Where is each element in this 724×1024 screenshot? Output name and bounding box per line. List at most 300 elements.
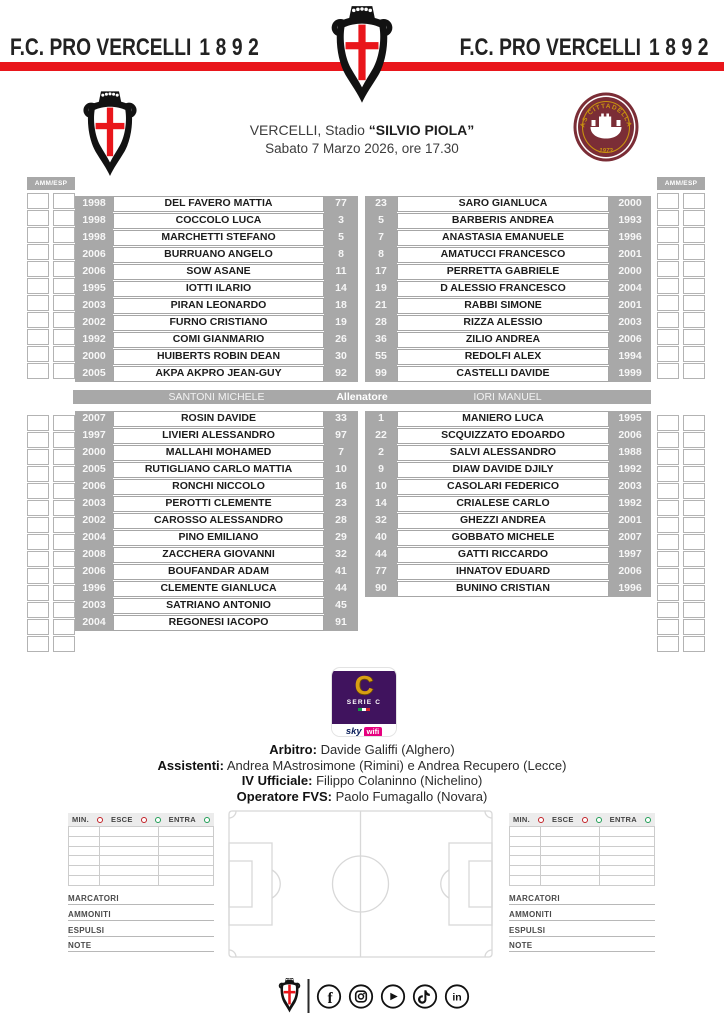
subs-header [509, 813, 655, 826]
player-number: 9 [378, 462, 384, 475]
subs-cell [541, 876, 600, 886]
subs-cell [69, 866, 100, 876]
player-row [365, 496, 651, 512]
player-birthyear: 1998 [82, 230, 106, 243]
player-name: GOBBATO MICHELE [397, 530, 609, 546]
subs-cell [600, 837, 655, 847]
subs-grid [68, 826, 214, 886]
player-birthyear: 2001 [618, 298, 642, 311]
amm-esp-row [27, 227, 75, 243]
esp-checkbox [53, 312, 75, 328]
player-number: 44 [335, 581, 347, 594]
subs-cell [159, 876, 214, 886]
player-birthyear: 2006 [618, 564, 642, 577]
player-number: 23 [335, 496, 347, 509]
notes-line [509, 890, 655, 906]
amm-esp-row [27, 602, 75, 618]
player-birthyear: 1999 [618, 366, 642, 379]
amm-esp-row [27, 193, 75, 209]
amm-esp-row [27, 466, 75, 482]
amm-esp-row [657, 193, 705, 209]
player-name: ROSIN DAVIDE [113, 411, 324, 427]
esp-checkbox [683, 329, 705, 345]
player-number: 3 [338, 213, 344, 226]
amm-esp-row [27, 534, 75, 550]
player-name: RUTIGLIANO CARLO MATTIA [113, 462, 324, 478]
player-name: SCQUIZZATO EDOARDO [397, 428, 609, 444]
player-name: SATRIANO ANTONIO [113, 598, 324, 614]
player-row [75, 349, 358, 365]
subs-cell [541, 866, 600, 876]
subs-cell [100, 866, 159, 876]
sky-logo: sky [345, 726, 362, 737]
notes-line [509, 921, 655, 937]
amm-checkbox [27, 295, 49, 311]
away-substitutions-table [509, 813, 655, 952]
player-birthyear: 2003 [82, 298, 106, 311]
pro-vercelli-crest-icon [331, 3, 393, 110]
esp-checkbox [683, 636, 705, 652]
notes-line [68, 937, 214, 953]
club-title-right [460, 34, 714, 62]
subs-cell [159, 847, 214, 857]
notes-label: MARCATORI [68, 894, 119, 904]
amm-checkbox [27, 551, 49, 567]
esp-checkbox [53, 329, 75, 345]
esp-checkbox [683, 244, 705, 260]
notes-label: AMMONITI [509, 909, 552, 919]
subs-cell [510, 847, 541, 857]
player-name: PIRAN LEONARDO [113, 298, 324, 314]
date-line: Sabato 7 Marzo 2026, ore 17.30 [265, 141, 459, 156]
player-birthyear: 2002 [82, 513, 106, 526]
serie-c-sponsor [332, 724, 396, 737]
svg-text:f: f [327, 989, 333, 1007]
player-row [365, 462, 651, 478]
amm-checkbox [27, 312, 49, 328]
min-label: MIN. [72, 815, 90, 824]
player-row [75, 615, 358, 631]
amm-esp-row [657, 278, 705, 294]
player-birthyear: 2003 [618, 315, 642, 328]
player-name: SOW ASANE [113, 264, 324, 280]
subs-cell [159, 837, 214, 847]
amm-esp-row [657, 551, 705, 567]
subs-cell [541, 856, 600, 866]
amm-esp-grid-away-bench [657, 415, 705, 652]
player-birthyear: 1997 [618, 547, 642, 560]
esp-checkbox [53, 193, 75, 209]
player-name: IOTTI ILARIO [113, 281, 324, 297]
linkedin-icon[interactable] [445, 984, 470, 1009]
player-number: 44 [375, 547, 387, 560]
esce-label: ESCE [552, 815, 574, 824]
amm-checkbox [27, 517, 49, 533]
player-number: 40 [375, 530, 387, 543]
amm-esp-row [657, 312, 705, 328]
player-number: 8 [338, 247, 344, 260]
subs-cell [159, 827, 214, 837]
amm-esp-row [27, 312, 75, 328]
out-marker-icon [538, 817, 544, 823]
player-birthyear: 1996 [82, 581, 106, 594]
subs-cell [100, 837, 159, 847]
player-row [75, 298, 358, 314]
in-marker-icon [155, 817, 161, 823]
amm-checkbox [27, 329, 49, 345]
esp-checkbox [53, 483, 75, 499]
subs-cell [100, 847, 159, 857]
club-year: 1892 [648, 34, 714, 61]
pro-vercelli-crest-icon [279, 977, 301, 1015]
esce-label: ESCE [111, 815, 133, 824]
player-number: 77 [375, 564, 387, 577]
amm-esp-row [657, 636, 705, 652]
esp-checkbox [53, 449, 75, 465]
player-number: 41 [335, 564, 347, 577]
amm-checkbox [27, 193, 49, 209]
official-role: Arbitro: [269, 742, 317, 757]
esp-checkbox [683, 568, 705, 584]
player-birthyear: 2000 [82, 349, 106, 362]
amm-esp-row [657, 619, 705, 635]
subs-cell [600, 866, 655, 876]
player-number: 36 [375, 332, 387, 345]
player-birthyear: 2001 [618, 247, 642, 260]
esp-checkbox [53, 346, 75, 362]
player-number: 11 [335, 264, 347, 277]
player-name: RONCHI NICCOLO [113, 479, 324, 495]
amm-esp-row [657, 602, 705, 618]
amm-esp-row [27, 500, 75, 516]
player-name: REDOLFI ALEX [397, 349, 609, 365]
player-name: IHNATOV EDUARD [397, 564, 609, 580]
player-number: 33 [335, 412, 347, 424]
player-number: 5 [378, 213, 384, 226]
subs-cell [159, 856, 214, 866]
serie-c-name: SERIE C [346, 699, 382, 706]
player-row [365, 428, 651, 444]
amm-checkbox [657, 329, 679, 345]
amm-esp-row [657, 329, 705, 345]
player-birthyear: 2000 [618, 264, 642, 277]
player-row [75, 598, 358, 614]
amm-checkbox [657, 568, 679, 584]
player-row [365, 247, 651, 263]
official-name: Andrea MAstrosimone (Rimini) e Andrea Recupero (Lecce) [226, 757, 567, 773]
player-number: 2 [378, 445, 384, 458]
player-number: 29 [335, 530, 347, 543]
player-number: 28 [335, 513, 347, 526]
player-birthyear: 2004 [82, 615, 106, 628]
amm-esp-row [27, 346, 75, 362]
subs-cell [541, 837, 600, 847]
player-birthyear: 1988 [618, 445, 642, 458]
amm-checkbox [657, 551, 679, 567]
subs-cell [100, 827, 159, 837]
player-row [75, 281, 358, 297]
amm-checkbox [657, 193, 679, 209]
player-name: ANASTASIA EMANUELE [397, 230, 609, 246]
amm-esp-row [27, 517, 75, 533]
amm-esp-grid-away-starters [657, 193, 705, 379]
player-row [75, 213, 358, 229]
player-number: 10 [375, 479, 387, 492]
player-row [365, 298, 651, 314]
amm-esp-row [27, 261, 75, 277]
official-role: Assistenti: [157, 757, 224, 773]
subs-cell [510, 827, 541, 837]
official-row [0, 742, 724, 758]
in-marker-icon [596, 817, 602, 823]
player-number: 26 [335, 332, 347, 345]
subs-cell [69, 837, 100, 847]
player-number: 19 [335, 315, 347, 328]
esp-checkbox [53, 568, 75, 584]
official-role: Operatore FVS: [236, 788, 332, 804]
amm-esp-row [657, 346, 705, 362]
amm-esp-row [27, 329, 75, 345]
esp-checkbox [683, 483, 705, 499]
amm-esp-row [27, 432, 75, 448]
player-number: 10 [335, 462, 347, 475]
player-name: AMATUCCI FRANCESCO [397, 247, 609, 263]
player-row [75, 332, 358, 348]
esp-checkbox [683, 415, 705, 431]
amm-esp-row [657, 244, 705, 260]
subs-cell [541, 827, 600, 837]
facebook-icon[interactable] [317, 984, 342, 1009]
player-name: GHEZZI ANDREA [397, 513, 609, 529]
player-row [365, 349, 651, 365]
home-substitutions-table [68, 813, 214, 952]
esp-checkbox [53, 415, 75, 431]
player-birthyear: 2005 [82, 366, 106, 379]
amm-checkbox [657, 312, 679, 328]
player-name: SALVI ALESSANDRO [397, 445, 609, 461]
player-name: SARO GIANLUCA [397, 196, 609, 212]
amm-checkbox [657, 619, 679, 635]
amm-esp-grid-home-bench [27, 415, 75, 652]
esp-checkbox [53, 534, 75, 550]
out-marker-icon [582, 817, 588, 823]
player-row [365, 213, 651, 229]
amm-checkbox [657, 227, 679, 243]
player-row [365, 230, 651, 246]
notes-line [509, 937, 655, 953]
amm-esp-row [27, 449, 75, 465]
player-name: GATTI RICCARDO [397, 547, 609, 563]
player-row [365, 332, 651, 348]
out-marker-icon [141, 817, 147, 823]
player-name: CASOLARI FEDERICO [397, 479, 609, 495]
player-name: COCCOLO LUCA [113, 213, 324, 229]
player-birthyear: 2006 [82, 479, 106, 492]
esp-checkbox [683, 517, 705, 533]
notes-line [68, 921, 214, 937]
amm-checkbox [657, 278, 679, 294]
player-birthyear: 1998 [82, 197, 106, 209]
player-name: MANIERO LUCA [397, 411, 609, 427]
player-name: CLEMENTE GIANLUCA [113, 581, 324, 597]
player-name: AKPA AKPRO JEAN-GUY [113, 366, 324, 382]
esp-checkbox [683, 278, 705, 294]
amm-checkbox [657, 295, 679, 311]
italy-flag-icon [358, 708, 370, 711]
player-row [75, 315, 358, 331]
amm-esp-row [27, 619, 75, 635]
player-birthyear: 1996 [618, 581, 642, 594]
player-number: 28 [375, 315, 387, 328]
player-name: LIVIERI ALESSANDRO [113, 428, 324, 444]
player-birthyear: 2002 [82, 315, 106, 328]
amm-esp-row [27, 415, 75, 431]
official-row [0, 789, 724, 805]
player-birthyear: 2006 [82, 264, 106, 277]
amm-esp-row [657, 500, 705, 516]
player-birthyear: 1996 [618, 230, 642, 243]
notes-label: NOTE [509, 941, 533, 951]
player-row [75, 530, 358, 546]
esp-checkbox [53, 244, 75, 260]
player-name: CASTELLI DAVIDE [397, 366, 609, 382]
player-name: CRIALESE CARLO [397, 496, 609, 512]
coach-bar [73, 390, 651, 404]
player-name: PEROTTI CLEMENTE [113, 496, 324, 512]
player-row [75, 496, 358, 512]
player-row [75, 264, 358, 280]
player-number: 23 [375, 197, 387, 209]
amm-checkbox [657, 483, 679, 499]
player-birthyear: 1994 [618, 349, 642, 362]
amm-esp-row [657, 517, 705, 533]
player-birthyear: 1992 [618, 462, 642, 475]
player-name: D ALESSIO FRANCESCO [397, 281, 609, 297]
amm-checkbox [27, 227, 49, 243]
esp-checkbox [53, 517, 75, 533]
player-number: 1 [378, 412, 384, 424]
player-row [365, 530, 651, 546]
amm-checkbox [27, 363, 49, 379]
amm-esp-row [657, 585, 705, 601]
player-row [365, 445, 651, 461]
serie-c-logo-top [332, 671, 396, 724]
match-officials [0, 742, 724, 804]
player-name: ZACCHERA GIOVANNI [113, 547, 324, 563]
player-row [365, 264, 651, 280]
player-name: ZILIO ANDREA [397, 332, 609, 348]
footer-social-bar [279, 977, 470, 1015]
club-title-left [10, 34, 264, 62]
esp-checkbox [53, 227, 75, 243]
tiktok-icon[interactable] [413, 984, 438, 1009]
esp-checkbox [53, 261, 75, 277]
subs-cell [600, 856, 655, 866]
amm-esp-row [657, 295, 705, 311]
esp-checkbox [683, 500, 705, 516]
player-row [75, 230, 358, 246]
player-birthyear: 2003 [82, 496, 106, 509]
amm-esp-row [657, 210, 705, 226]
player-number: 22 [375, 428, 387, 441]
home-coach-name: SANTONI MICHELE [168, 391, 265, 403]
amm-esp-row [27, 483, 75, 499]
player-number: 21 [375, 298, 387, 311]
amm-esp-grid-home-starters [27, 193, 75, 379]
amm-checkbox [27, 483, 49, 499]
esp-checkbox [683, 227, 705, 243]
instagram-icon[interactable] [349, 984, 374, 1009]
amm-checkbox [657, 585, 679, 601]
amm-checkbox [27, 534, 49, 550]
player-row [365, 547, 651, 563]
player-number: 90 [375, 581, 387, 594]
player-birthyear: 1998 [82, 213, 106, 226]
player-row [75, 513, 358, 529]
player-birthyear: 2003 [618, 479, 642, 492]
notes-label: NOTE [68, 941, 92, 951]
player-row [365, 411, 651, 427]
esp-checkbox [683, 466, 705, 482]
player-row [365, 196, 651, 212]
player-number: 97 [335, 428, 347, 441]
subs-cell [100, 876, 159, 886]
esp-checkbox [53, 466, 75, 482]
official-name: Davide Galiffi (Alghero) [320, 742, 455, 757]
amm-esp-row [657, 227, 705, 243]
amm-checkbox [27, 636, 49, 652]
esp-checkbox [53, 619, 75, 635]
player-birthyear: 2004 [82, 530, 106, 543]
notes-labels [509, 890, 655, 952]
player-birthyear: 2008 [82, 547, 106, 560]
esp-checkbox [53, 585, 75, 601]
player-name: CAROSSO ALESSANDRO [113, 513, 324, 529]
esp-checkbox [683, 534, 705, 550]
player-number: 18 [335, 298, 347, 311]
notes-label: MARCATORI [509, 894, 560, 904]
player-row [75, 411, 358, 427]
esp-checkbox [53, 636, 75, 652]
entra-label: ENTRA [168, 815, 196, 824]
player-row [75, 196, 358, 212]
venue-prefix: VERCELLI, Stadio [249, 122, 365, 138]
in-marker-icon [204, 817, 210, 823]
serie-c-letter: C [354, 670, 374, 700]
esp-checkbox [683, 210, 705, 226]
player-birthyear: 2006 [82, 564, 106, 577]
player-name: COMI GIANMARIO [113, 332, 324, 348]
player-row [365, 315, 651, 331]
subs-cell [510, 876, 541, 886]
player-number: 99 [375, 366, 387, 379]
player-number: 77 [335, 197, 347, 209]
amm-checkbox [657, 602, 679, 618]
esp-checkbox [683, 432, 705, 448]
amm-esp-row [27, 210, 75, 226]
esp-checkbox [683, 602, 705, 618]
esp-checkbox [683, 295, 705, 311]
player-name: PERRETTA GABRIELE [397, 264, 609, 280]
subs-cell [600, 827, 655, 837]
player-birthyear: 1995 [82, 281, 106, 294]
amm-checkbox [657, 261, 679, 277]
esp-checkbox [683, 449, 705, 465]
youtube-icon[interactable] [381, 984, 406, 1009]
esp-checkbox [53, 602, 75, 618]
subs-cell [69, 847, 100, 857]
player-row [75, 479, 358, 495]
